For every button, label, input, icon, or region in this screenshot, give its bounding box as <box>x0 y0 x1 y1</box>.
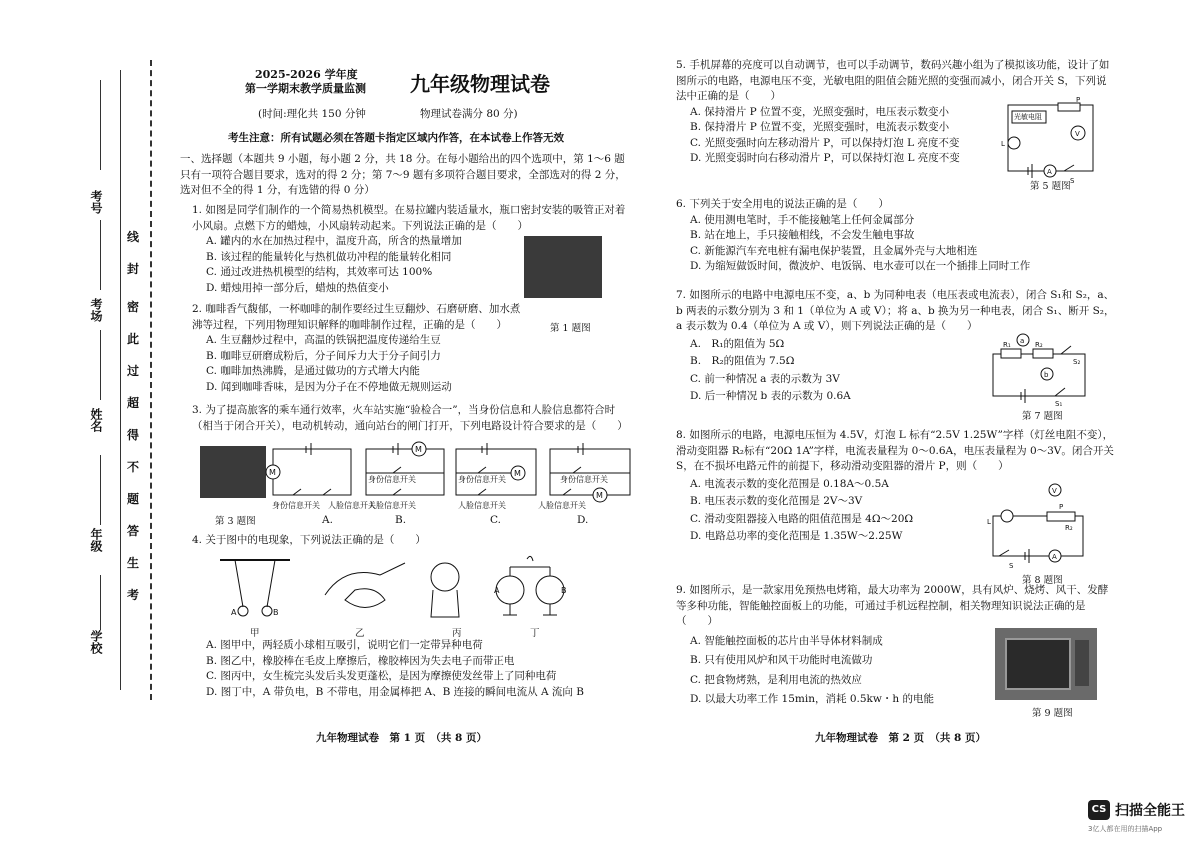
option: D. 为缩短做饭时间，微波炉、电饭锅、电水壶可以在一个插排上同时工作 <box>690 260 1031 272</box>
q3d-switch: 身份信息开关 <box>560 475 608 484</box>
seal-char: 线 <box>127 230 140 244</box>
question-4 <box>192 533 632 549</box>
q4-label-ding: 丁 <box>530 628 540 639</box>
question-2 <box>192 302 522 395</box>
seal-char: 答 <box>127 524 140 538</box>
scanner-badge: CS <box>1088 800 1110 820</box>
seal-char: 得 <box>127 428 140 442</box>
binding-line <box>120 70 121 690</box>
option: A. 智能触控面板的芯片由半导体材料制成 <box>690 634 883 647</box>
oven-window <box>1005 638 1071 690</box>
svg-text:M: M <box>514 469 521 478</box>
fig1-caption: 第 1 题图 <box>550 323 591 334</box>
svg-text:A: A <box>494 586 500 595</box>
fig3-photo <box>200 446 266 498</box>
svg-text:A: A <box>231 608 237 617</box>
svg-text:A: A <box>1047 168 1052 176</box>
blank-exam-room <box>100 220 101 290</box>
option: A. 电流表示数的变化范围是 0.18A～0.5A <box>690 477 889 490</box>
section-intro: 一、选择题（本题共 9 小题，每小题 2 分，共 18 分。在每小题给出的四个选项中，第 1～6 题只有一项符合题目要求，选对的得 2 分；第 7～9 题有多项符合题目要求，全部选对的得 2 分，选对但不全的得 1 分，有选错的得 0 分） <box>180 153 626 196</box>
question-stem: 3. 为了提高旅客的乘车通行效率，火车站实施“验检合一”，当身份信息和人脸信息都符合时（相当于闭合开关），电动机转动，通向站台的闸门打开，下列电路设计符合要求的是（ ） <box>192 404 628 432</box>
fig9-caption: 第 9 题图 <box>1032 708 1073 719</box>
option: D. 后一种情况 b 表的示数为 0.6A <box>690 390 851 402</box>
q5-circuit <box>1000 95 1100 185</box>
svg-text:S: S <box>1009 562 1014 570</box>
cut-line <box>150 60 152 700</box>
q3a-switch: 人脸信息开关 <box>328 501 376 510</box>
option: D. 蜡烛用掉一部分后，蜡烛的热值变小 <box>206 281 389 294</box>
svg-text:B: B <box>561 586 567 595</box>
option: A. 图甲中，两轻质小球相互吸引，说明它们一定带异种电荷 <box>206 639 483 651</box>
label-grade: 年级 <box>89 528 103 552</box>
option: C. 图丙中，女生梳完头发后头发更蓬松，是因为摩擦使发丝带上了同种电荷 <box>206 670 557 682</box>
q3a-switch: 身份信息开关 <box>272 501 320 510</box>
svg-text:S₂: S₂ <box>1073 358 1081 366</box>
fig3-caption: 第 3 题图 <box>215 516 256 527</box>
seal-char: 生 <box>127 556 140 570</box>
q3b-switch: 人脸信息开关 <box>368 501 416 510</box>
fig5-caption: 第 5 题图 <box>1030 181 1071 192</box>
svg-text:L: L <box>1001 140 1005 148</box>
option: C. 通过改进热机模型的结构，其效率可达 100% <box>206 266 433 278</box>
question-6 <box>676 197 1116 275</box>
blank-name <box>100 330 101 400</box>
q5-fig-text: 光敏电阻 <box>1014 113 1042 121</box>
label-exam-room: 考场 <box>89 298 103 322</box>
question-4-options <box>192 638 632 700</box>
svg-text:R₂: R₂ <box>1035 341 1043 349</box>
option: D. 以最大功率工作 15min，消耗 0.5kw・h 的电能 <box>690 693 934 705</box>
seal-char: 不 <box>127 460 140 474</box>
q4-figures <box>205 555 605 630</box>
exam-title: 九年级物理试卷 <box>410 72 550 96</box>
svg-text:M: M <box>415 445 422 454</box>
question-3 <box>192 403 632 434</box>
scanner-tagline: 3亿人都在用的扫描App <box>1088 825 1163 833</box>
option: D. 电路总功率的变化范围是 1.35W～2.25W <box>690 530 903 542</box>
svg-text:A: A <box>1052 553 1057 561</box>
question-stem: 6. 下列关于安全用电的说法正确的是（ ） <box>676 198 889 210</box>
q3-option-c: C. <box>490 514 501 526</box>
svg-text:S: S <box>1070 177 1075 185</box>
svg-text:B: B <box>273 608 279 617</box>
option: A. R₁的阻值为 5Ω <box>690 337 785 350</box>
svg-text:S₁: S₁ <box>1055 400 1063 408</box>
option: A. 罐内的水在加热过程中，温度升高，所含的热量增加 <box>206 235 462 247</box>
svg-text:V: V <box>1075 130 1080 138</box>
option: B. 只有使用风炉和风干功能时电流做功 <box>690 654 873 666</box>
option: A. 生豆翻炒过程中，高温的铁锅把温度传递给生豆 <box>206 334 441 346</box>
q3b-switch: 身份信息开关 <box>368 475 416 484</box>
scanner-name: 扫描全能王 <box>1115 803 1185 819</box>
q3c-switch: 人脸信息开关 <box>458 501 506 510</box>
seal-char: 封 <box>127 262 140 276</box>
question-stem: 4. 关于图中的电现象，下列说法正确的是（ ） <box>192 534 426 546</box>
svg-text:R₁: R₁ <box>1003 341 1011 349</box>
q3d-switch: 人脸信息开关 <box>538 501 586 510</box>
svg-text:L: L <box>987 518 991 526</box>
question-stem: 2. 咖啡香气馥郁，一杯咖啡的制作要经过生豆翻炒、石磨研磨、加水煮沸等过程，下列用物理知识解释的咖啡制作过程，正确的是（ ） <box>192 303 521 331</box>
svg-text:b: b <box>1044 371 1049 379</box>
seal-char: 题 <box>127 492 140 506</box>
fig8-caption: 第 8 题图 <box>1022 575 1063 586</box>
label-exam-number: 考号 <box>89 190 103 214</box>
footer-left: 九年物理试卷 第 1 页 （共 8 页） <box>316 732 487 744</box>
option: D. 闻到咖啡香味，是因为分子在不停地做无规则运动 <box>206 380 452 393</box>
option: C. 滑动变阻器接入电路的阻值范围是 4Ω～20Ω <box>690 512 914 525</box>
option: B. 电压表示数的变化范围是 2V～3V <box>690 495 863 507</box>
q8-circuit <box>985 480 1095 570</box>
svg-text:R₂: R₂ <box>1065 524 1073 532</box>
option: C. 前一种情况 a 表的示数为 3V <box>690 372 840 385</box>
binding-margin <box>0 60 160 700</box>
option: B. 该过程的能量转化与热机做功冲程的能量转化相同 <box>206 250 452 263</box>
option: B. R₂的阻值为 7.5Ω <box>690 355 795 367</box>
q4-label-yi: 乙 <box>355 628 365 639</box>
svg-text:M: M <box>269 468 276 477</box>
option: B. 图乙中，橡胶棒在毛皮上摩擦后，橡胶棒因为失去电子而带正电 <box>206 654 515 667</box>
q7-circuit <box>985 332 1095 407</box>
fig7-caption: 第 7 题图 <box>1022 411 1063 422</box>
option: B. 咖啡豆研磨成粉后，分子间斥力大于分子间引力 <box>206 349 441 362</box>
question-stem: 7. 如图所示的电路中电源电压不变，a、b 为同种电表（电压表或电流表），闭合 S₁和 S₂，a、b 两表的示数分别为 3 和 1（单位为 A 或 V）；将 a、b 换为另一种电表，闭合 S₁、断开 S₂，a 表示数为 0.4（单位为 A 或 V），则下列说法正确的是（ ） <box>676 289 1115 332</box>
question-stem: 1. 如图是同学们制作的一个简易热机模型。在易拉罐内装适量水，瓶口密封安装的吸管正对着小风扇。点燃下方的蜡烛，小风扇转动起来。下列说法正确的是（ ） <box>192 204 626 232</box>
exam-year: 2025-2026 学年度 <box>255 68 358 81</box>
option: C. 把食物烤熟，是利用电流的热效应 <box>690 673 862 686</box>
blank-exam-number <box>100 80 101 170</box>
question-stem: 5. 手机屏幕的亮度可以自动调节，也可以手动调节，数码兴趣小组为了模拟该功能，设计了如图所示的电路，电源电压不变，光敏电阻的阻值会随光照的变强而减小，闭合开关 S，下列说法中正确的是（ ） <box>676 59 1110 102</box>
svg-text:V: V <box>1052 487 1057 495</box>
exam-subtitle: 第一学期末教学质量监测 <box>245 82 366 95</box>
option: C. 咖啡加热沸腾，是通过做功的方式增大内能 <box>206 365 420 377</box>
q3-option-a: A. <box>322 514 333 526</box>
label-name: 姓名 <box>89 408 103 432</box>
blank-grade <box>100 455 101 525</box>
label-school: 学校 <box>89 630 103 654</box>
seal-char: 过 <box>127 364 140 378</box>
oven-panel <box>1075 640 1089 686</box>
q4-label-bing: 丙 <box>452 628 462 639</box>
svg-text:P: P <box>1076 96 1081 104</box>
option: A. 保持滑片 P 位置不变，光照变强时，电压表示数变小 <box>690 105 949 118</box>
option: D. 光照变弱时向右移动滑片 P，可以保持灯泡 L 亮度不变 <box>690 152 960 164</box>
q3c-switch: 身份信息开关 <box>458 475 506 484</box>
svg-text:a: a <box>1020 337 1025 345</box>
option: B. 保持滑片 P 位置不变，光照变强时，电流表示数变小 <box>690 121 950 133</box>
seal-char: 此 <box>127 332 140 346</box>
option: A. 使用测电笔时，手不能接触笔上任何金属部分 <box>690 213 915 226</box>
exam-notice: 考生注意：所有试题必须在答题卡指定区域内作答，在本试卷上作答无效 <box>228 132 564 144</box>
svg-text:P: P <box>1059 503 1064 511</box>
fig9-photo <box>995 628 1097 700</box>
exam-time: (时间:理化共 150 分钟 <box>258 108 366 120</box>
svg-text:M: M <box>596 491 603 500</box>
q4-label-jia: 甲 <box>250 628 260 639</box>
fig1-photo <box>524 236 602 298</box>
blank-school <box>100 575 101 630</box>
seal-char: 考 <box>127 588 140 602</box>
q3-option-b: B. <box>395 514 407 526</box>
option: C. 新能源汽车充电桩有漏电保护装置，且金属外壳与大地相连 <box>690 244 978 257</box>
option: B. 站在地上，手只接触相线，不会发生触电事故 <box>690 229 915 241</box>
q3-option-d: D. <box>577 514 589 526</box>
question-stem: 9. 如图所示，是一款家用免预热电烤箱，最大功率为 2000W，具有风炉、烧烤、风干、发酵等多种功能，智能触控面板上的功能，可通过手机远程控制，相关物理知识说法正确的是（ ） <box>676 584 1109 627</box>
option: D. 图丁中，A 带负电，B 不带电，用金属棒把 A、B 连接的瞬间电流从 A 流向 B <box>206 685 584 698</box>
option: C. 光照变强时向左移动滑片 P，可以保持灯泡 L 亮度不变 <box>690 136 960 149</box>
seal-char: 密 <box>127 300 140 314</box>
seal-char: 超 <box>127 396 140 410</box>
question-stem: 8. 如图所示的电路，电源电压恒为 4.5V，灯泡 L 标有“2.5V 1.25W”字样（灯丝电阻不变），滑动变阻器 R₂标有“20Ω 1A”字样，电流表量程为 0～0.6A，电压表量程为 0～3V。闭合开关 S，在不损坏电路元件的前提下，移动滑动变阻器的滑片 P，则（ ） <box>676 429 1114 472</box>
exam-full-score: 物理试卷满分 80 分) <box>420 108 518 120</box>
footer-right: 九年物理试卷 第 2 页 （共 8 页） <box>815 732 986 744</box>
